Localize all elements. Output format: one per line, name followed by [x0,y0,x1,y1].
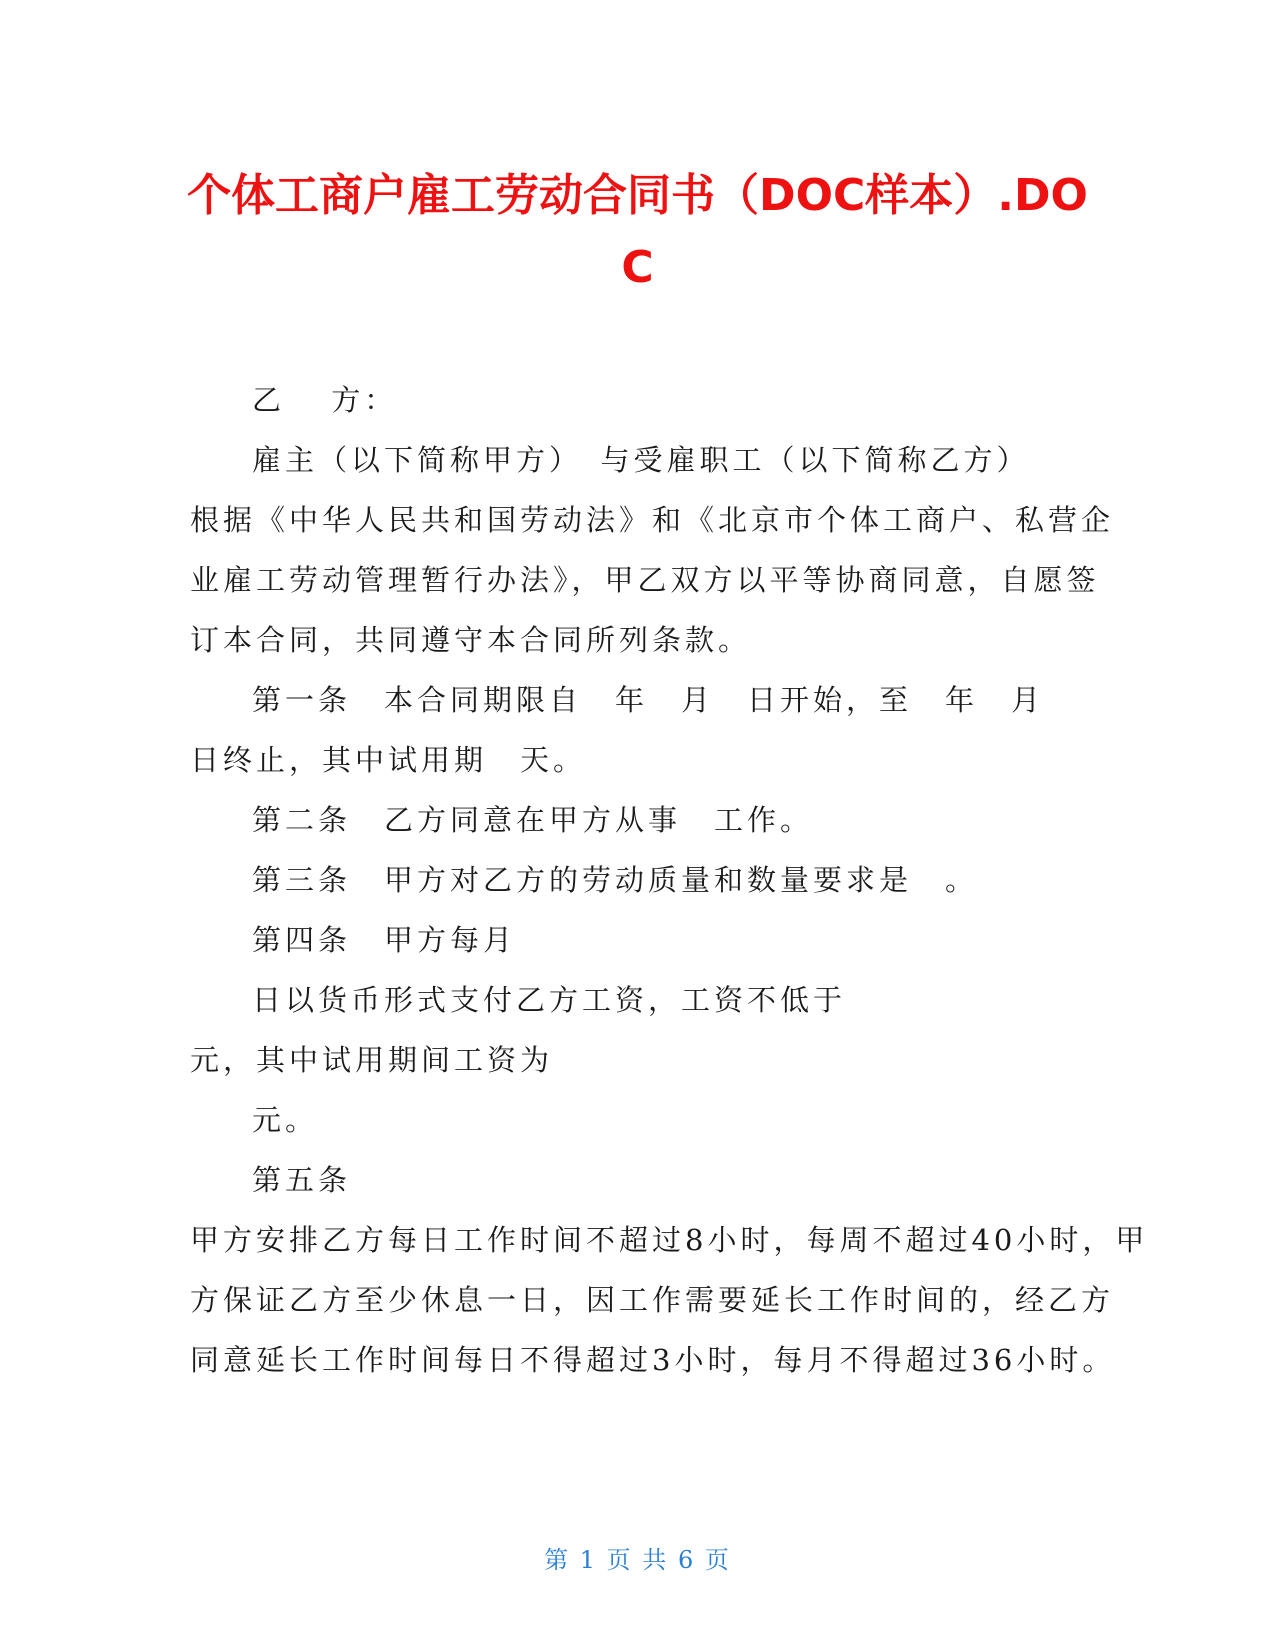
article-4-line: 日以货币形式支付乙方工资，工资不低于 [252,983,847,1017]
paragraph-line: 雇主（以下简称甲方） 与受雇职工（以下简称乙方） [252,443,1030,477]
article-4-line: 第四条 甲方每月 [252,923,517,957]
article-4-line: 元。 [252,1103,319,1137]
paragraph-line: 业雇工劳动管理暂行办法》，甲乙双方以平等协商同意，自愿签 [190,563,1100,597]
article-3-line: 第三条 甲方对乙方的劳动质量和数量要求是 。 [252,863,979,897]
article-1-line: 日终止，其中试用期 天。 [190,743,587,777]
page-number-footer: 第 1 页 共 6 页 [544,1546,731,1574]
article-5-line: 同意延长工作时间每日不得超过3小时，每月不得超过36小时。 [190,1343,1116,1377]
document-body [190,370,1149,1390]
document-title: 个体工商户雇工劳动合同书（DOC样本）.DOC [187,170,1088,293]
article-4-line: 元，其中试用期间工资为 [190,1043,554,1077]
article-2-line: 第二条 乙方同意在甲方从事 工作。 [252,803,814,837]
article-5-line: 甲方安排乙方每日工作时间不超过8小时，每周不超过40小时，甲 [190,1223,1149,1257]
paragraph-line: 订本合同，共同遵守本合同所列条款。 [190,623,752,657]
party-b-line: 乙 方： [252,383,398,417]
article-1-line: 第一条 本合同期限自 年 月 日开始，至 年 月 [252,683,1045,717]
article-5-line: 方保证乙方至少休息一日，因工作需要延长工作时间的，经乙方 [190,1283,1115,1317]
paragraph-line: 根据《中华人民共和国劳动法》和《北京市个体工商户、私营企 [190,503,1115,537]
article-5-line: 第五条 [252,1163,352,1197]
